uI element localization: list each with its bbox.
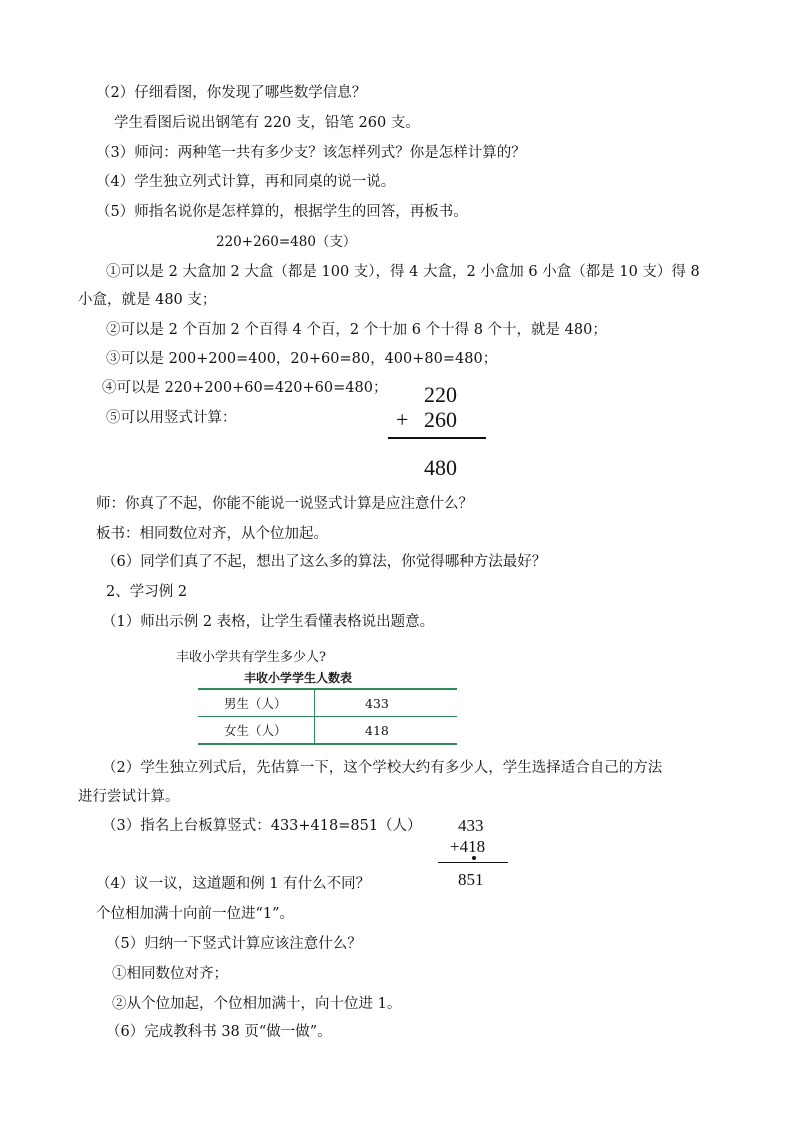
text-line: 小盒，就是 480 支； <box>78 292 217 308</box>
text-line: ③可以是 200+200=400，20+60=80，400+80=480； <box>106 351 498 367</box>
text-line: ②可以是 2 个百加 2 个百得 4 个百，2 个十加 6 个十得 8 个十，就是 480； <box>106 322 607 338</box>
table-cell-value: 433 <box>315 689 458 717</box>
text-line: （2）学生独立列式后，先估算一下，这个学校大约有多少人，学生选择适合自己的方法 <box>102 760 663 776</box>
text-line: ①可以是 2 大盒加 2 大盒（都是 100 支），得 4 大盒，2 小盒加 6 小盒（都是 10 支）得 8 <box>106 264 700 280</box>
text-line: 个位相加满十向前一位进“1”。 <box>96 906 295 922</box>
vertical-calc-1-top: 220 <box>424 382 457 407</box>
vertical-calc-1-bottom: 260 <box>424 407 457 432</box>
table-cell-value: 418 <box>315 717 458 745</box>
text-line: 学生看图后说出钢笔有 220 支，铅笔 260 支。 <box>114 115 420 131</box>
vertical-calc-2-result: 851 <box>458 870 484 889</box>
table-row <box>198 717 457 745</box>
text-line: ②从个位加起，个位相加满十，向十位进 1。 <box>112 996 402 1012</box>
table-question: 丰收小学共有学生多少人? <box>176 650 326 665</box>
equation-line: 220+260=480（支） <box>216 234 357 250</box>
vertical-calc-1-sign: + <box>396 407 409 432</box>
carry-dot <box>472 856 476 860</box>
vertical-calc-1-rule <box>388 437 486 439</box>
section-heading: 2、学习例 2 <box>106 584 188 600</box>
table-cell-label: 女生（人） <box>198 717 315 745</box>
text-line: （4）议一议，这道题和例 1 有什么不同？ <box>96 876 371 892</box>
text-line: ④可以是 220+200+60=420+60=480； <box>102 380 388 396</box>
vertical-calc-2-rule <box>438 862 508 863</box>
table-row <box>198 689 457 717</box>
text-line: （1）师出示例 2 表格，让学生看懂表格说出题意。 <box>102 614 435 630</box>
text-line: （5）师指名说你是怎样算的，根据学生的回答，再板书。 <box>96 204 468 220</box>
text-line: ①相同数位对齐； <box>112 966 228 982</box>
text-line: （6）完成教科书 38 页“做一做”。 <box>106 1024 332 1040</box>
text-line: 板书：相同数位对齐，从个位加起。 <box>96 526 328 542</box>
text-line: （2）仔细看图，你发现了哪些数学信息？ <box>96 85 367 101</box>
text-line: （3）指名上台板算竖式：433+418=851（人） <box>102 818 422 834</box>
vertical-calc-1-result: 480 <box>424 455 457 480</box>
text-line: （4）学生独立列式计算，再和同桌的说一说。 <box>96 174 396 190</box>
vertical-calc-2-bottom: +418 <box>450 837 486 856</box>
vertical-calc-2-top: 433 <box>458 816 484 835</box>
table-caption: 丰收小学学生人数表 <box>244 671 353 685</box>
text-line: （6）同学们真了不起，想出了这么多的算法，你觉得哪种方法最好？ <box>102 554 547 570</box>
text-line: （3）师问：两种笔一共有多少支？该怎样列式？你是怎样计算的？ <box>96 145 526 161</box>
text-line: 师：你真了不起，你能不能说一说竖式计算是应注意什么？ <box>96 496 473 512</box>
text-line: （5）归纳一下竖式计算应该注意什么？ <box>106 936 362 952</box>
text-line: ⑤可以用竖式计算： <box>106 410 237 426</box>
student-count-table <box>198 688 457 745</box>
text-line: 进行尝试计算。 <box>78 789 180 805</box>
table-cell-label: 男生（人） <box>198 689 315 717</box>
